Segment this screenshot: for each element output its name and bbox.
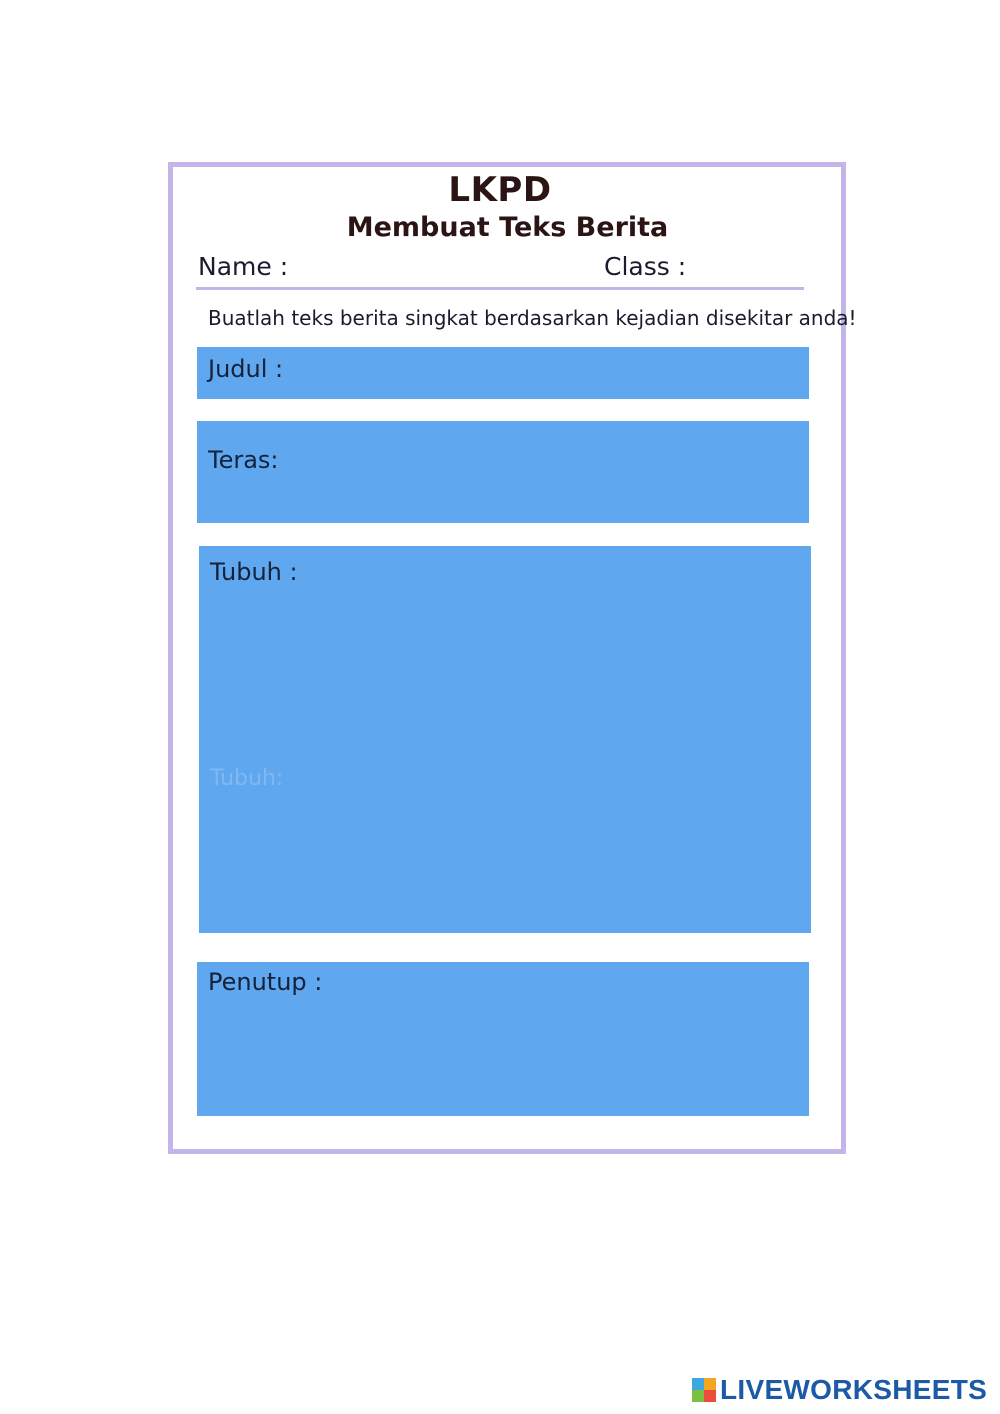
liveworksheets-logo-icon	[692, 1378, 716, 1402]
judul-field[interactable]	[197, 347, 809, 399]
judul-label: Judul :	[208, 355, 284, 383]
name-label: Name :	[198, 252, 289, 281]
instruction-text: Buatlah teks berita singkat berdasarkan kejadian disekitar anda!	[208, 306, 857, 330]
teras-label: Teras:	[208, 446, 279, 474]
tubuh-label: Tubuh :	[210, 558, 298, 586]
penutup-field[interactable]	[197, 962, 809, 1116]
liveworksheets-logo[interactable]	[692, 1374, 987, 1406]
header-divider	[196, 287, 804, 290]
penutup-label: Penutup :	[208, 968, 323, 996]
brand-name: LIVEWORKSHEETS	[720, 1374, 988, 1405]
worksheet-title: LKPD	[448, 170, 552, 210]
class-label: Class :	[604, 252, 687, 281]
tubuh-field[interactable]	[199, 546, 811, 933]
worksheet-subtitle: Membuat Teks Berita	[346, 212, 669, 243]
tubuh-faded-label: Tubuh:	[210, 766, 284, 791]
teras-field[interactable]	[197, 421, 809, 523]
